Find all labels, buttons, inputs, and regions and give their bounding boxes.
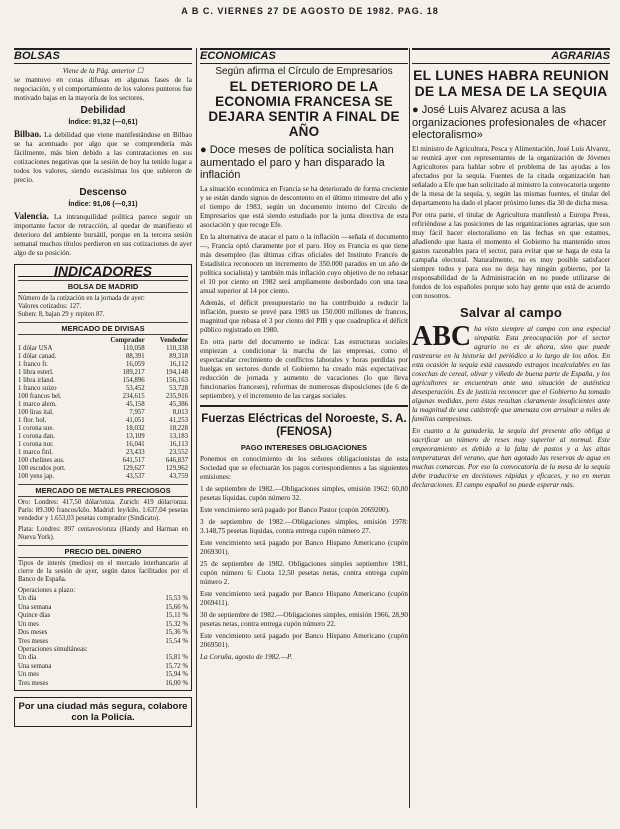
sell-rate: 43,759	[169, 473, 188, 480]
article-subhead: ● José Luis Alvarez acusa a las organizaciones profesionales de «hacer electoralismo»	[412, 104, 607, 141]
sell-rate: 194,148	[165, 369, 188, 376]
currency-name: 1 franco suizo	[18, 385, 57, 392]
article-headline: EL LUNES HABRA REUNION DE LA MESA DE LA SEQUIA	[413, 67, 609, 99]
table-row	[18, 465, 188, 473]
currency-name: 100 chelines aus.	[18, 457, 65, 464]
bolsa-line: Número de la cotización en la jornada de ayer:	[18, 295, 145, 302]
currency-name: 1 franco fr.	[18, 361, 49, 368]
table-header-row	[18, 337, 188, 345]
rate-row	[18, 671, 188, 680]
table-row	[18, 457, 188, 465]
article-paragraph: En otra parte del documento se indica: Las estructuras sociales empiezan a condicionar la marcha de las empresas, como el espectacular crecimiento de conflictos laborales y horas perdidas por huelgas en sectores donde el Gobierno ha creado más expectativas: reducción de jornada y aumento de vacaciones (lo que lleva funcionarios franceses), reformas de numerosas disposiciones (de 6 de septiembre), y el incremento de las cargas sociales.	[200, 337, 408, 400]
section-header-bolsas: BOLSAS	[14, 48, 192, 64]
bilbao-paragraph: Bilbao. La debilidad que viene manifestándose en Bilbao se ha acentuado por algo que se comprendería más fácilmente, más bien debido a las contrataciones en sus cotizaciones negativas que la sesión de hoy ha tenido lugar a todos los valores, siendo escasísimas los que subieron de precio.	[14, 129, 192, 184]
section-header-agrarias: AGRARIAS	[412, 48, 610, 64]
article-headline: EL DETERIORO DE LA ECONOMIA FRANCESA SE DEJARA SENTIR A FINAL DE AÑO	[208, 79, 400, 139]
sell-rate: 16,112	[169, 361, 188, 368]
editorial-paragraph: ABC ha visto siempre al campo con una especial simpatía. Esta preocupación por el sector agrario no es de ahora, sino que puede rastrearse en la historia del periódico a lo largo de los años. En esta ocasión la sequía está causando estragos incalculables en las cosechas de cereal, olivar y viñedo de buena parte de España, y los agricultores se encuentran ante una situación de auténtica desesperación. Es de justicia reconocer que el Gobierno ha tomado algunas medidas, pero éstas resultan claramente insuficientes ante la magnitud de una catástrofe que amenaza con arruinar a miles de familias campesinas.	[412, 320, 610, 423]
table-row	[18, 385, 188, 393]
buy-rate: 43,537	[125, 473, 145, 480]
article-paragraph: Por otra parte, el titular de Agricultura manifestó a Europa Press, refiriéndose a las posiciones de las organizaciones agrarias, que son muy fácil hacer electoralismo en las fechas en que estamos, añadiendo que hasta el momento el Gobierno ha mantenido unos gastos razonables para el sector, para evitar que se haga de esta la campaña electoral. Naturalmente, no es muy posible satisfacer siempre todos y para eso no deja hay ningún gobierno, por la responsabilidad de la Administración en no puede utilizarse de fondos de los españoles porque solo hay gente que está de acuerdo con nosotros.	[412, 210, 610, 300]
rate-term: Tres meses	[18, 679, 49, 687]
rate-row	[18, 604, 188, 613]
buy-rate: 234,615	[122, 393, 145, 400]
dinero-list2	[18, 654, 188, 688]
buy-rate: 16,041	[125, 441, 145, 448]
editorial-paragraph: En cuanto a la ganadería, la sequía del presente año obliga a sacrificar un número de reses muy superior al normal. Este empeoramiento es debido a la falta de pastos y a las altas temperaturas del verano, que han agotado las reservas de agua en muchas comarcas. Por eso la convocatoria de la mesa de la sequía debe traducirse en decisiones rápidas y eficaces, y no en meras declaraciones. El campo español no puede esperar más.	[412, 426, 610, 489]
ad-item: 30 de septiembre de 1982.—Obligaciones simples, emisión 1966, 28,90 pesetas netas, contra entrega cupón número 22.	[200, 610, 408, 628]
table-row	[18, 377, 188, 385]
currency-name: 100 francos bel.	[18, 393, 62, 400]
table-row	[18, 353, 188, 361]
rate-row	[18, 629, 188, 638]
debilidad-title: Debilidad	[80, 105, 126, 116]
rate-row	[18, 638, 188, 647]
currency-name: 100 yens jap.	[18, 473, 55, 480]
dinero-title: PRECIO DEL DINERO	[18, 545, 188, 558]
masthead: A B C. VIERNES 27 DE AGOSTO DE 1982. PAG. 18	[181, 6, 439, 16]
rate-value: 15,94 %	[165, 671, 188, 678]
article-paragraph: La situación económica en Francia se ha deteriorado de forma creciente y se están dando signos de descontento en el último trimestre del año y el tiempo de 1983, según un documento interno del Círculo de Empresarios que está siendo estudiado por la junta directiva de esta asociación y que recoge Efe.	[200, 184, 408, 229]
ad-items	[200, 485, 408, 650]
debilidad-index: Índice: 91,32 (—0,61)	[68, 119, 138, 126]
column-divider	[196, 48, 197, 808]
bullet-icon: ●	[200, 144, 207, 156]
ad-item: Este vencimiento será pagado por Banco Hispano Americano (cupón 2069411).	[200, 589, 408, 607]
buy-rate: 41,051	[125, 417, 145, 424]
table-row	[18, 409, 188, 417]
sell-rate: 129,962	[165, 465, 188, 472]
buy-rate: 154,896	[122, 377, 145, 384]
sell-rate: 110,338	[166, 345, 188, 352]
rate-value: 15,36 %	[165, 629, 188, 636]
rate-value: 15,32 %	[165, 620, 188, 628]
ad-signature: La Coruña, agosto de 1982.—P.	[200, 652, 293, 661]
table-row	[18, 473, 188, 481]
sell-rate: 235,916	[165, 393, 188, 400]
column-economicas	[200, 22, 408, 822]
buy-rate: 16,059	[125, 361, 145, 368]
table-row	[18, 361, 188, 369]
section-header-economicas: ECONOMICAS	[200, 48, 408, 64]
descenso-index: Índice: 91,06 (—0,31)	[68, 201, 138, 208]
ad-title: Fuerzas Eléctricas del Noroeste, S. A. (FENOSA)	[201, 412, 407, 438]
table-row	[18, 369, 188, 377]
square-icon: ☐	[136, 67, 144, 75]
column-divider	[409, 48, 410, 808]
ad-item: Este vencimiento será pagado por Banco Hispano Americano (cupón 2069301).	[200, 538, 408, 556]
currency-name: 1 corona dan.	[18, 433, 55, 440]
rate-value: 15,72 %	[165, 662, 188, 670]
rate-row	[18, 621, 188, 630]
currency-name: 1 corona sue.	[18, 425, 55, 432]
article-paragraph: En la alternativa de atacar el paro o la inflación —señala el documento—, Francia optó claramente por el paro. Hoy es Francia es que tiene más desempleo (las últimas cifras oficiales del Instituto Francés de Estadística reconocen un incremento de 350.000 parados en un año de política socialista) y también más inflación cuyo objetivo de no rebasar el 10 por ciento en 1982 será ampliamente desbordado con una tasa anual superior al 14 por ciento.	[200, 232, 408, 295]
buy-rate: 13,109	[125, 433, 145, 440]
rate-term: Un día	[18, 654, 37, 661]
dinero-sub: Operaciones a plazo:	[18, 587, 75, 594]
currency-name: 1 dólar canad.	[18, 353, 57, 360]
ad-subtitle: PAGO INTERESES OBLIGACIONES	[240, 442, 368, 452]
policia-promo: Por una ciudad más segura, colabore con la Policía.	[14, 697, 192, 727]
ad-item: 25 de septiembre de 1982. Obligaciones simples septiembre 1981, cupón número 6: Cuota 12,50 pesetas netas, contra entrega cupón número 2.	[200, 559, 408, 586]
buy-rate: 110,058	[122, 345, 145, 352]
sell-rate: 23,552	[169, 449, 188, 456]
rate-term: Una semana	[18, 662, 52, 670]
sell-rate: 8,013	[172, 409, 188, 416]
currency-name: 1 libra irland.	[18, 377, 55, 384]
buy-rate: 53,452	[125, 385, 145, 392]
article-paragraph: El ministro de Agricultura, Pesca y Alimentación, José Luis Alvarez, se reunirá ayer con representantes de la organización de Jóvenes Agricultores para hablar sobre el problema de las ayudas a los afectados por la sequía. Fuentes de la citada organización han señalado a Efe que han solicitado al ministro la convocatoria urgente de la mesa de la sequía, y, según las mismas fuentes, el titular del departamento ha dado el placer próximo lunes día 30 de dicha mesa.	[412, 144, 610, 207]
fenosa-ad	[200, 405, 408, 662]
table-row	[18, 449, 188, 457]
table-row	[18, 441, 188, 449]
sell-rate: 18,228	[169, 425, 188, 432]
ad-item: 1 de septiembre de 1982.—Obligaciones simples, emisión 1962: 60,00 pesetas líquidas, cupón número 32.	[200, 484, 408, 502]
dinero-sub2: Operaciones simultáneas:	[18, 646, 88, 653]
currency-name: 100 liras ital.	[18, 409, 54, 416]
rate-term: Dos meses	[18, 629, 48, 636]
rate-value: 15,11 %	[165, 612, 188, 619]
sell-rate: 156,163	[165, 377, 188, 384]
buy-rate: 189,217	[122, 369, 145, 376]
metales-text: Oro: Londres: 417,50 dólar/onza. Zurich: 419 dólar/onza. París: 89.300 francos/kilo. Madrid: ley/kilo, 1.637,04 pesetas vendedor y 1.653,03 pesetas comprador (Sindicato).	[18, 499, 188, 522]
rate-value: 16,00 %	[165, 679, 188, 687]
sell-rate: 41,253	[169, 417, 188, 424]
rate-row	[18, 654, 188, 663]
valencia-paragraph: Valencia. La intranquilidad política parece seguir un importante factor de retracción, al quedar de manifiesto el deterioro del ambiente bursátil, porque en la tercera sesión semanal muchos títulos perdieron en sus cotizaciones de ayer algo de su posición.	[14, 211, 192, 257]
table-row	[18, 425, 188, 433]
rate-term: Una semana	[18, 603, 52, 611]
intro-paragraph: se mantuvo en cotas difusas en algunas fases de la negociación, y el comportamiento de los valores punteros fue motivado bajas en la mayoría de los sectores.	[14, 76, 192, 102]
rate-value: 15,66 %	[165, 603, 188, 611]
table-row	[18, 417, 188, 425]
buy-rate: 23,433	[125, 449, 145, 456]
article-subhead: ● Doce meses de política socialista han aumentado el paro y han disparado la inflación	[200, 144, 394, 181]
metales-title: MERCADO DE METALES PRECIOSOS	[18, 484, 188, 497]
rate-value: 15,54 %	[165, 637, 188, 645]
table-row	[18, 401, 188, 409]
divisas-table	[18, 337, 188, 481]
divisas-title: MERCADO DE DIVISAS	[18, 322, 188, 335]
currency-name: 100 escudos port.	[18, 465, 66, 472]
rate-term: Quince días	[18, 612, 51, 619]
dropcap: ABC	[412, 320, 472, 352]
continuation-note: Viene de la Pág. anterior ☐	[62, 67, 144, 75]
sell-rate: 45,386	[169, 401, 188, 408]
ad-item: 3 de septiembre de 1982.—Obligaciones simples, emisión 1978: 3.148,75 pesetas líquidas, contra entrega cupón número 27.	[200, 517, 408, 535]
sell-rate: 13,183	[169, 433, 188, 440]
bolsa-madrid-title: BOLSA DE MADRID	[18, 280, 188, 293]
sell-rate: 53,728	[169, 385, 188, 392]
indicadores-title: INDICADORES	[18, 267, 188, 277]
currency-name: 1 corona nor.	[18, 441, 54, 448]
table-row	[18, 433, 188, 441]
currency-name: 1 dólar USA	[18, 345, 53, 352]
sell-rate: 646,837	[165, 457, 188, 464]
rate-term: Un día	[18, 595, 37, 602]
column-bolsas	[14, 22, 192, 822]
currency-name: 1 marco finl.	[18, 449, 53, 456]
currency-name: 1 flor. hol.	[18, 417, 47, 424]
article-paragraph: Además, el déficit presupuestario no ha contribuido a reducir la inflación, puesto se prevé para 1983 un 150.000 millones de francos, magnitud que rebasa el 3 por ciento del PIB y que cuadruplica el déficit público registrado en 1980.	[200, 298, 408, 334]
rate-row	[18, 595, 188, 604]
editorial-title: Salvar al campo	[460, 304, 562, 320]
buy-rate: 7,957	[129, 409, 145, 416]
rate-term: Tres meses	[18, 637, 49, 645]
bolsa-line: Suben: 8, bajan 29 y repiten 87.	[18, 311, 105, 318]
rate-row	[18, 663, 188, 672]
buy-rate: 129,627	[122, 465, 145, 472]
descenso-title: Descenso	[79, 187, 127, 198]
sell-rate: 16,113	[169, 441, 188, 448]
table-row	[18, 393, 188, 401]
currency-name: 1 marco alem.	[18, 401, 57, 408]
rate-term: Un mes	[18, 671, 39, 678]
rate-row	[18, 680, 188, 689]
rate-term: Un mes	[18, 620, 39, 628]
buy-rate: 18,032	[125, 425, 145, 432]
table-header	[18, 337, 92, 345]
dinero-intro: Tipos de interés (medios) en el mercado interbancario al cierre de la sesión de ayer, según datos facilitados por el Banco de España.	[18, 560, 188, 583]
rate-value: 15,81 %	[165, 654, 188, 661]
indicadores-box	[14, 264, 192, 691]
plata-text: Plata: Londres: 897 centavos/onza (Handy and Harman en Nueva York).	[18, 526, 188, 541]
bullet-icon: ●	[412, 104, 419, 116]
buy-rate: 88,391	[125, 353, 145, 360]
ad-intro: Ponemos en conocimiento de los señores obligacionistas de esta Sociedad que se efectuarán los pagos correspondientes a las siguientes emisiones:	[200, 454, 408, 481]
dinero-list	[18, 595, 188, 646]
buy-rate: 45,158	[125, 401, 145, 408]
currency-name: 1 libra esterl.	[18, 369, 54, 376]
table-header: Comprador	[110, 337, 145, 344]
column-agrarias	[412, 22, 610, 822]
rate-value: 15,53 %	[165, 595, 188, 602]
table-row	[18, 345, 188, 353]
article-kicker: Según afirma el Círculo de Empresarios	[215, 66, 393, 77]
buy-rate: 641,517	[122, 457, 145, 464]
table-header: Vendedor	[159, 337, 188, 344]
bolsa-line: Valores cotizados: 127.	[18, 303, 82, 310]
ad-item: Este vencimiento será pagado por Banco Hispano Americano (cupón 2069501).	[200, 631, 408, 649]
rate-row	[18, 612, 188, 621]
ad-item: Este vencimiento será pagado por Banco Pastor (cupón 2069200).	[200, 505, 390, 514]
sell-rate: 89,318	[169, 353, 188, 360]
